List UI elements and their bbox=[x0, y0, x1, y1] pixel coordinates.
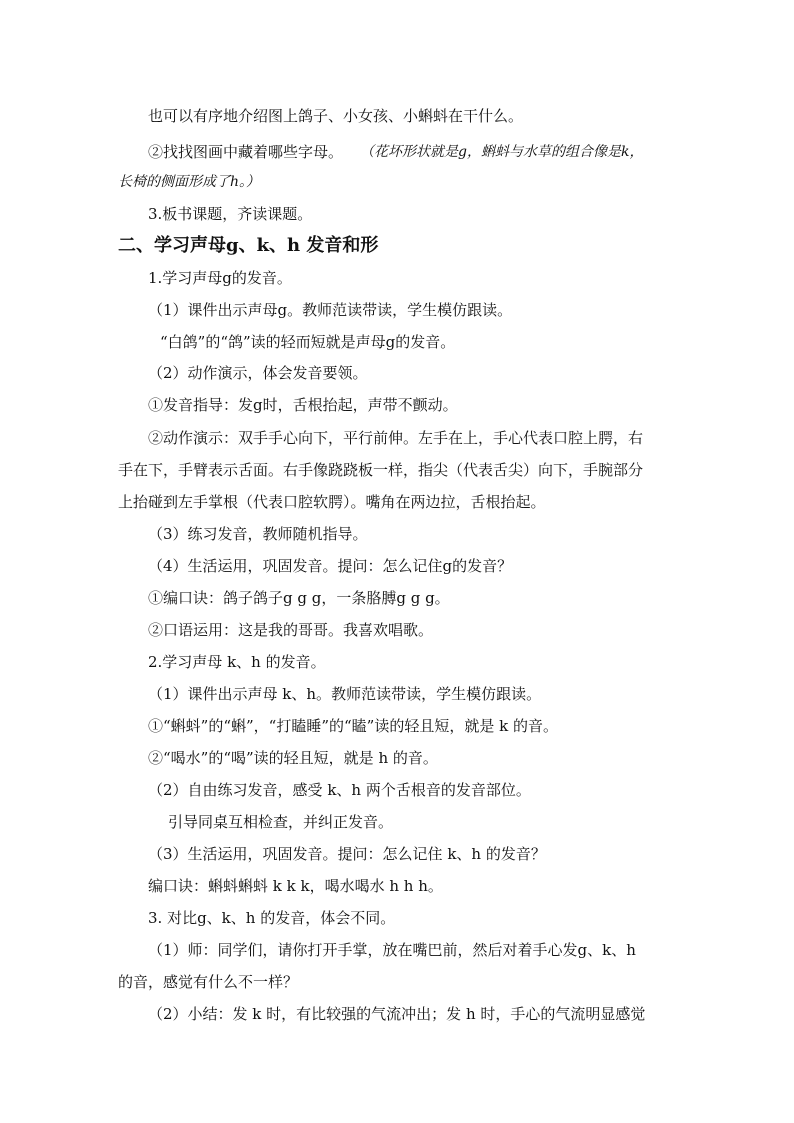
text-line: 引导同桌互相检查，并纠正发音。 bbox=[168, 813, 394, 831]
text-line: ①发音指导：发g时，舌根抬起，声带不颤动。 bbox=[148, 396, 458, 414]
text-line: ②动作演示：双手手心向下，平行前伸。左手在上，手心代表口腔上腭，右 bbox=[148, 429, 644, 447]
text-line: 2.学习声母 k、h 的发音。 bbox=[148, 653, 326, 671]
text-line: （1）师：同学们，请你打开手掌，放在嘴巴前，然后对着手心发g、k、h bbox=[148, 941, 636, 959]
text-line: 1.学习声母g的发音。 bbox=[148, 269, 292, 287]
text-line: （2）自由练习发音，感受 k、h 两个舌根音的发音部位。 bbox=[148, 781, 531, 799]
text-line: （4）生活运用，巩固发音。提问：怎么记住g的发音？ bbox=[148, 557, 513, 575]
text-line: ②“喝水”的“喝”读的轻且短，就是 h 的音。 bbox=[148, 749, 438, 767]
text-line: 编口诀：蝌蚪蝌蚪 k k k，喝水喝水 h h h。 bbox=[148, 877, 443, 895]
text-line: （3）练习发音，教师随机指导。 bbox=[148, 525, 368, 543]
text-line: 手在下，手臂表示舌面。右手像跷跷板一样，指尖（代表舌尖）向下，手腕部分 bbox=[118, 461, 644, 479]
section-heading: 二、学习声母g、k、h 发音和形 bbox=[118, 235, 379, 256]
text-line: 的音，感觉有什么不一样？ bbox=[118, 973, 299, 991]
text-line: （1）课件出示声母g。教师范读带读，学生模仿跟读。 bbox=[148, 301, 513, 319]
text-line: “白鸽”的“鸽”读的轻而短就是声母g的发音。 bbox=[160, 333, 456, 351]
text-line: （1）课件出示声母 k、h。教师范读带读，学生模仿跟读。 bbox=[148, 685, 542, 703]
text-line: （3）生活运用，巩固发音。提问：怎么记住 k、h 的发音？ bbox=[148, 845, 546, 863]
text-line-note: 长椅的侧面形成了h。） bbox=[118, 174, 261, 190]
text-line-note: （花坏形状就是g，蝌蚪与水草的组合像是k， bbox=[360, 144, 644, 160]
text-line: （2）动作演示，体会发音要领。 bbox=[148, 364, 368, 382]
text-line: ①编口诀：鸽子鸽子g g g，一条胳膊g g g。 bbox=[148, 589, 450, 607]
text-line: 也可以有序地介绍图上鸽子、小女孩、小蝌蚪在干什么。 bbox=[148, 107, 524, 125]
text-line: ②口语运用：这是我的哥哥。我喜欢唱歌。 bbox=[148, 621, 434, 639]
text-line: 3. 对比g、k、h 的发音，体会不同。 bbox=[148, 909, 396, 927]
text-line: ②找找图画中藏着哪些字母。 bbox=[148, 143, 344, 161]
text-line: 3.板书课题，齐读课题。 bbox=[148, 205, 313, 223]
text-line: ①“蝌蚪”的“蝌”，“打瞌睡”的“瞌”读的轻且短，就是 k 的音。 bbox=[148, 717, 558, 735]
text-line: （2）小结：发 k 时，有比较强的气流冲出；发 h 时，手心的气流明显感觉 bbox=[148, 1005, 646, 1023]
text-line: 上抬碰到左手掌根（代表口腔软腭）。嘴角在两边拉，舌根抬起。 bbox=[118, 493, 546, 511]
